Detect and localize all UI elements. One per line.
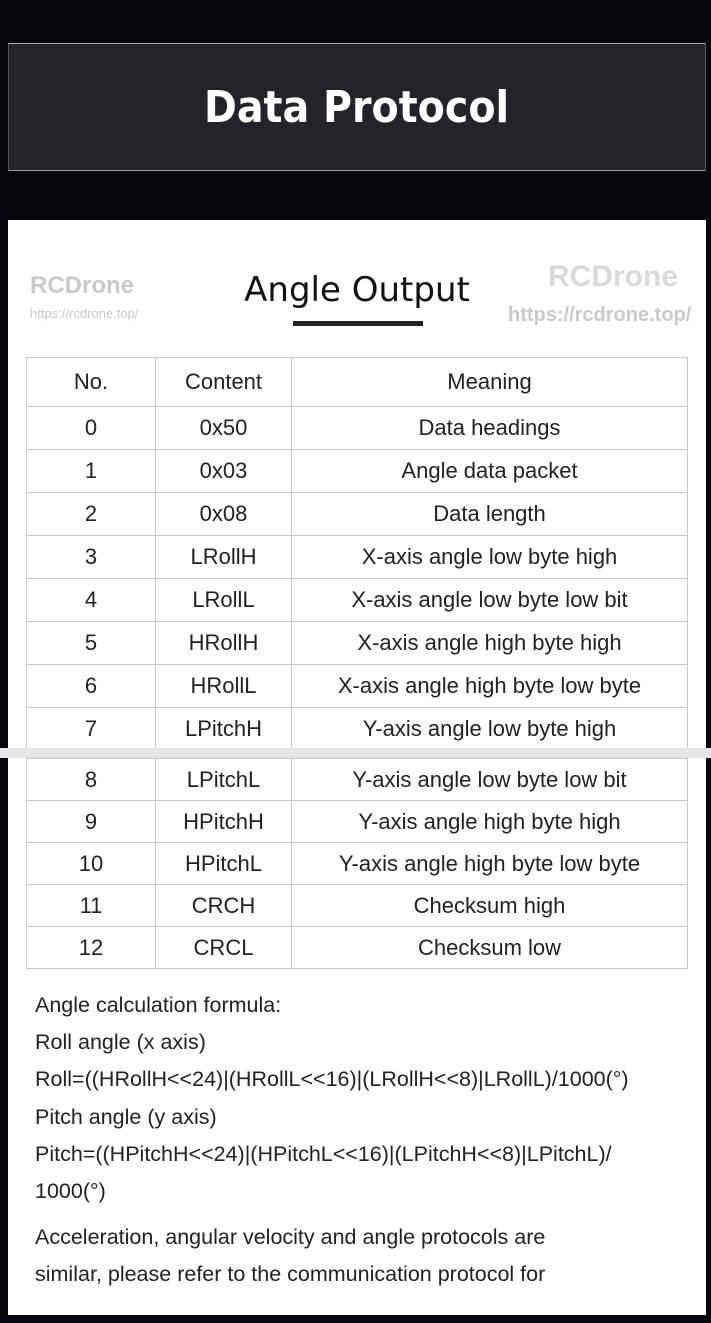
cell-no: 12 bbox=[27, 927, 156, 969]
cell-content: CRCH bbox=[156, 885, 292, 927]
cell-content: LPitchH bbox=[156, 708, 292, 751]
cell-no: 5 bbox=[27, 622, 156, 665]
table-row bbox=[27, 622, 688, 665]
table-row bbox=[27, 885, 688, 927]
table-row bbox=[27, 407, 688, 450]
divider-band bbox=[0, 748, 711, 758]
cell-content: CRCL bbox=[156, 927, 292, 969]
content-panel bbox=[8, 220, 706, 1315]
cell-no: 6 bbox=[27, 665, 156, 708]
formula-line: Pitch angle (y axis) bbox=[35, 1104, 217, 1129]
cell-meaning: Y-axis angle low byte low bit bbox=[292, 759, 688, 801]
cell-meaning: Angle data packet bbox=[292, 450, 688, 493]
table-row bbox=[27, 801, 688, 843]
cell-content: HPitchH bbox=[156, 801, 292, 843]
table-row bbox=[27, 927, 688, 969]
cell-no: 3 bbox=[27, 536, 156, 579]
cell-meaning: Data length bbox=[292, 493, 688, 536]
table-row bbox=[27, 450, 688, 493]
cell-content: LRollL bbox=[156, 579, 292, 622]
formula-line: Angle calculation formula: bbox=[35, 993, 282, 1017]
protocol-table-continued bbox=[26, 758, 688, 969]
table-row bbox=[27, 665, 688, 708]
column-header: Content bbox=[156, 358, 292, 407]
page-header bbox=[8, 43, 706, 171]
cell-no: 11 bbox=[27, 885, 156, 927]
formula-line: Roll angle (x axis) bbox=[35, 1030, 206, 1055]
formula-section bbox=[35, 987, 703, 1294]
watermark-brand: RCDrone bbox=[548, 260, 679, 293]
cell-no: 4 bbox=[27, 579, 156, 622]
section-title: Angle Output bbox=[244, 270, 470, 310]
watermark-brand: RCDrone bbox=[30, 272, 135, 299]
page-title: Data Protocol bbox=[204, 81, 510, 133]
cell-content: 0x03 bbox=[156, 450, 292, 493]
cell-meaning: Y-axis angle high byte high bbox=[292, 801, 688, 843]
watermark-url: https://rcdrone.top/ bbox=[30, 306, 139, 321]
cell-meaning: X-axis angle high byte low byte bbox=[292, 665, 688, 708]
table-header-row bbox=[27, 358, 688, 407]
cell-no: 8 bbox=[27, 759, 156, 801]
formula-line: Roll=((HRollH<<24)|(HRollL<<16)|(LRollH<<8)|LRollL)/1000(°) bbox=[35, 1067, 629, 1092]
column-header: Meaning bbox=[292, 358, 688, 407]
cell-no: 9 bbox=[27, 801, 156, 843]
cell-content: 0x08 bbox=[156, 493, 292, 536]
cell-no: 1 bbox=[27, 450, 156, 493]
protocol-table bbox=[26, 357, 688, 751]
table-row bbox=[27, 536, 688, 579]
cell-meaning: X-axis angle low byte high bbox=[292, 536, 688, 579]
cell-content: HRollL bbox=[156, 665, 292, 708]
cell-meaning: Y-axis angle low byte high bbox=[292, 708, 688, 751]
watermark-url: https://rcdrone.top/ bbox=[508, 304, 692, 326]
formula-line: 1000(°) bbox=[35, 1179, 106, 1204]
table-row bbox=[27, 843, 688, 885]
table-row bbox=[27, 579, 688, 622]
cell-meaning: Checksum high bbox=[292, 885, 688, 927]
cell-meaning: X-axis angle low byte low bit bbox=[292, 579, 688, 622]
cell-content: LPitchL bbox=[156, 759, 292, 801]
cell-no: 2 bbox=[27, 493, 156, 536]
formula-line: Pitch=((HPitchH<<24)|(HPitchL<<16)|(LPitchH<<8)|LPitchL)/ bbox=[35, 1141, 612, 1166]
note-line: Acceleration, angular velocity and angle protocols are bbox=[35, 1225, 546, 1250]
table-row bbox=[27, 708, 688, 751]
cell-no: 7 bbox=[27, 708, 156, 751]
cell-content: HRollH bbox=[156, 622, 292, 665]
table-row bbox=[27, 759, 688, 801]
title-underline bbox=[293, 321, 423, 326]
cell-content: HPitchL bbox=[156, 843, 292, 885]
cell-no: 0 bbox=[27, 407, 156, 450]
cell-meaning: Checksum low bbox=[292, 927, 688, 969]
cell-no: 10 bbox=[27, 843, 156, 885]
note-line: similar, please refer to the communication protocol for bbox=[35, 1262, 546, 1287]
cell-meaning: Data headings bbox=[292, 407, 688, 450]
cell-content: 0x50 bbox=[156, 407, 292, 450]
column-header: No. bbox=[27, 358, 156, 407]
cell-meaning: Y-axis angle high byte low byte bbox=[292, 843, 688, 885]
cell-meaning: X-axis angle high byte high bbox=[292, 622, 688, 665]
table-row bbox=[27, 493, 688, 536]
cell-content: LRollH bbox=[156, 536, 292, 579]
